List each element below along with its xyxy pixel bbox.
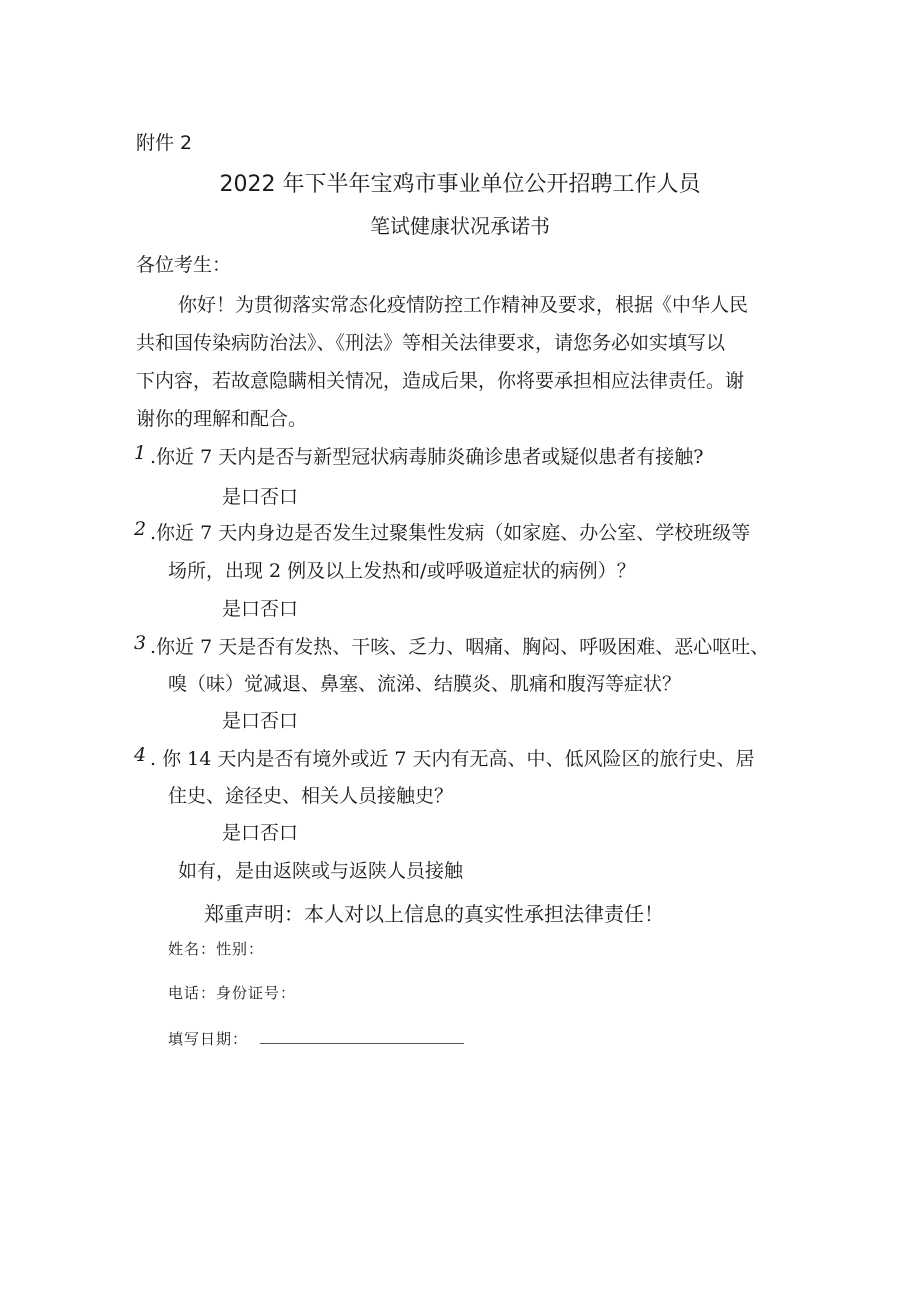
date-field-label: 填写日期： [168,1030,249,1048]
question-text: .你近 7 天内身边是否发生过聚集性发病（如家庭、办公室、学校班级等 [150,522,751,544]
greeting: 各位考生： [136,254,232,276]
question-text: 场所，出现 2 例及以上发热和/或呼吸道症状的病例）？ [168,560,636,582]
question-text: .你近 7 天是否有发热、干咳、乏力、咽痛、胸闷、呼吸困难、恶心呕吐、 [150,636,770,658]
answer-options[interactable]: 是口否口 [222,822,299,844]
date-underline[interactable] [260,1043,464,1044]
intro-line: 你好！为贯彻落实常态化疫情防控工作精神及要求，根据《中华人民 [178,294,749,316]
answer-options[interactable]: 是口否口 [222,486,299,508]
name-gender-field[interactable]: 姓名：性别： [168,940,265,958]
question-number: 3 [134,632,147,654]
declaration: 郑重声明：本人对以上信息的真实性承担法律责任！ [204,902,664,926]
document-subtitle: 笔试健康状况承诺书 [370,214,550,238]
question-text: 住史、途径史、相关人员接触史？ [168,785,454,807]
question-number: 1 [134,442,147,464]
phone-id-field[interactable]: 电话：身份证号： [168,984,297,1002]
question-text: . 你 14 天内是否有境外或近 7 天内有无高、中、低风险区的旅行史、居 [150,748,755,770]
attachment-label: 附件 2 [136,132,193,154]
answer-options[interactable]: 是口否口 [222,710,299,732]
question-number: 4 [134,744,147,766]
document-title: 2022 年下半年宝鸡市事业单位公开招聘工作人员 [219,172,701,197]
intro-line: 下内容，若故意隐瞒相关情况，造成后果，你将要承担相应法律责任。谢 [136,370,745,392]
answer-options[interactable]: 是口否口 [222,598,299,620]
question-number: 2 [134,518,147,540]
question-text: .你近 7 天内是否与新型冠状病毒肺炎确诊患者或疑似患者有接触? [150,446,704,468]
question-text: 嗅（味）觉减退、鼻塞、流涕、结膜炎、肌痛和腹泻等症状？ [168,673,682,695]
intro-line: 谢你的理解和配合。 [136,408,308,430]
followup-note: 如有，是由返陕或与返陕人员接触 [178,860,464,882]
intro-line: 共和国传染病防治法》、《刑法》等相关法律要求，请您务必如实填写以 [136,332,726,354]
